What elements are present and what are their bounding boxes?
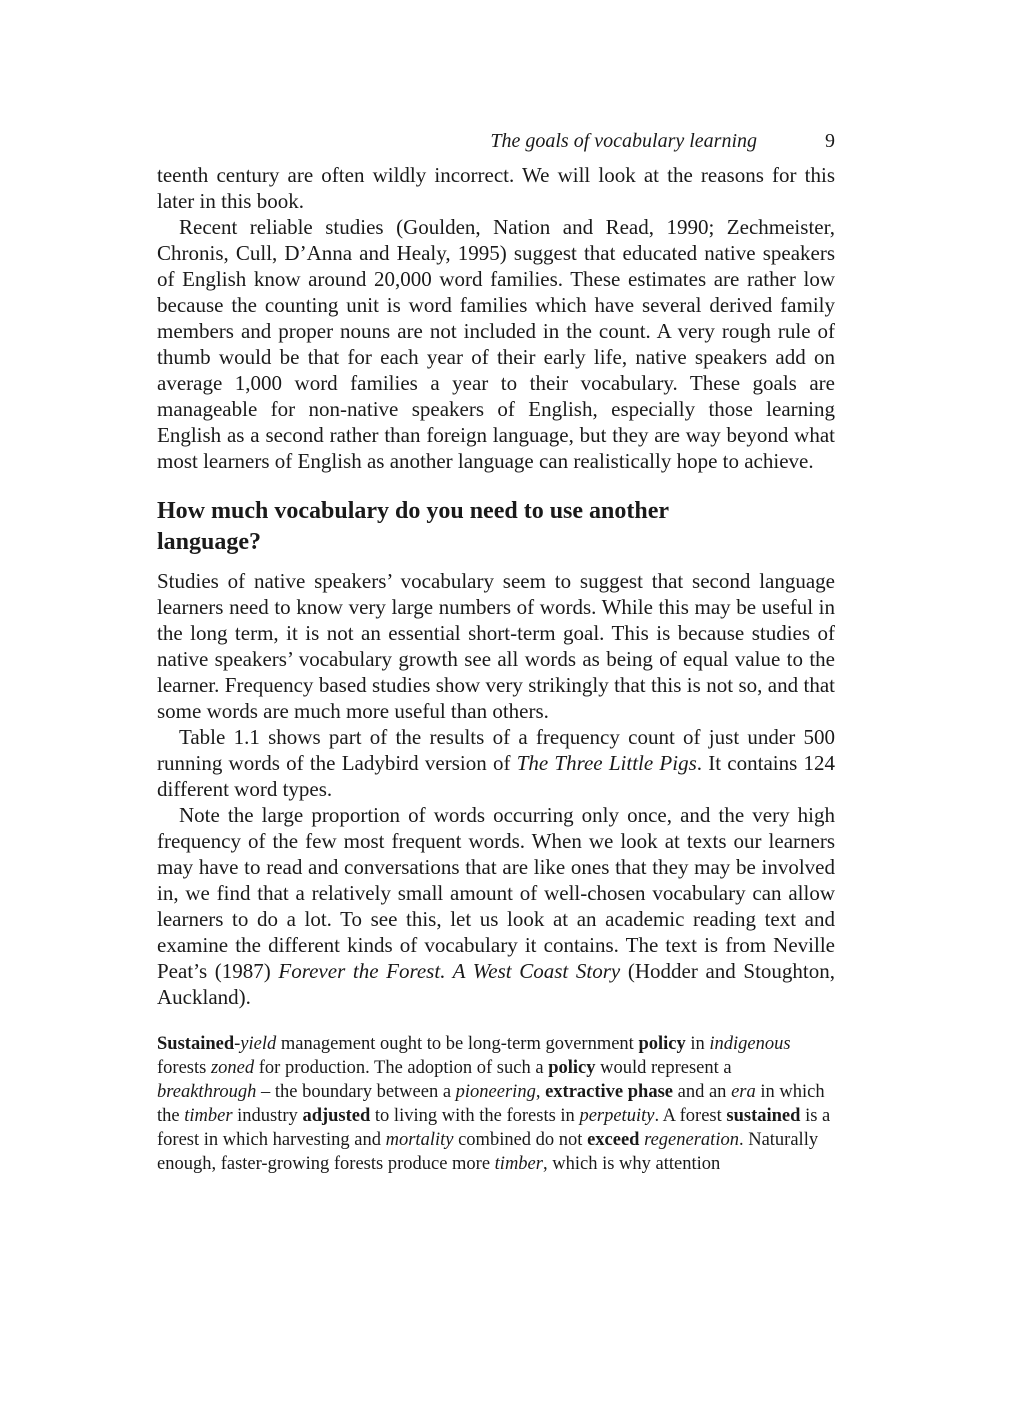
quote-italic-term: era bbox=[731, 1082, 756, 1102]
quote-text: is a forest in which harvesting and bbox=[157, 1106, 831, 1150]
quote-bold-term: exceed bbox=[587, 1130, 640, 1150]
quote-text: , bbox=[535, 1082, 546, 1102]
paragraph-2: Recent reliable studies (Goulden, Nation and Read, 1990; Zechmeister, Chronis, Cull, D’Anna and Healy, 1995) suggest that educated native speakers of English know around 20,000 word families. These estimates are rather low because the counting unit is word families which have several derived family members and proper nouns are not included in the count. A very rough rule of thumb would be that for each year of their early life, native speakers add on average 1,000 word families a year to their vocabulary. These goals are manageable for non-native speakers of English, especially those learning English as a second rather than foreign language, but they are way beyond what most learners of English as another language can realistically hope to achieve. bbox=[157, 215, 835, 473]
quote-bold-term: adjusted bbox=[302, 1106, 371, 1126]
quote-text: . A forest bbox=[654, 1106, 727, 1126]
quote-text: - bbox=[234, 1034, 241, 1054]
quote-text: in bbox=[685, 1034, 710, 1054]
paragraph-5-text-b: (Hodder and Stoughton, Auckland). bbox=[157, 959, 835, 1009]
quote-italic-term: timber bbox=[184, 1106, 233, 1126]
quote-text: in which the bbox=[157, 1082, 825, 1126]
section-heading: How much vocabulary do you need to use another language? bbox=[157, 498, 669, 555]
quote-text: forests bbox=[157, 1058, 211, 1078]
quote-bold-term: Sustained bbox=[157, 1034, 235, 1054]
quote-italic-term: timber bbox=[494, 1154, 543, 1174]
quote-text: – the boundary between a bbox=[256, 1082, 456, 1102]
book-title-forever-the-forest: Forever the Forest. A West Coast Story bbox=[278, 959, 621, 983]
paragraph-3: Studies of native speakers’ vocabulary seem to suggest that second language learners need to know very large numbers of words. While this may be useful in the long term, it is not an essential short-term goal. This is because studies of native speakers’ vocabulary growth see all words as being of equal value to the learner. Frequency based studies show very strikingly that this is not so, and that some words are much more useful than others. bbox=[157, 569, 835, 723]
page-number: 9 bbox=[825, 130, 835, 152]
quote-italic-term: indigenous bbox=[709, 1034, 791, 1054]
quote-bold-term: policy bbox=[638, 1034, 686, 1054]
quote-text: to living with the forests in bbox=[370, 1106, 580, 1126]
quote-text: . Naturally enough, faster-growing forests produce more bbox=[157, 1130, 819, 1174]
quote-text: for production. The adoption of such a bbox=[254, 1058, 549, 1078]
paragraph-4-text-b: . It contains 124 different word types. bbox=[157, 751, 836, 801]
quoted-passage bbox=[157, 1032, 835, 1176]
running-title: The goals of vocabulary learning bbox=[490, 130, 757, 152]
paragraph-4 bbox=[157, 724, 835, 802]
quote-italic-term: yield bbox=[240, 1034, 277, 1054]
quote-text: industry bbox=[232, 1106, 303, 1126]
quote-italic-term: mortality bbox=[385, 1130, 454, 1150]
quote-italic-term: perpetuity bbox=[579, 1106, 655, 1126]
quote-italic-term: regeneration bbox=[644, 1130, 739, 1150]
quote-bold-term: policy bbox=[548, 1058, 596, 1078]
quote-bold-term: sustained bbox=[726, 1106, 801, 1126]
quote-italic-term: zoned bbox=[210, 1058, 255, 1078]
paragraph-5 bbox=[157, 802, 835, 1010]
book-title-three-little-pigs: The Three Little Pigs bbox=[516, 751, 697, 775]
quote-text: management ought to be long-term government bbox=[276, 1034, 639, 1054]
quote-italic-term: pioneering bbox=[455, 1082, 536, 1102]
running-header bbox=[157, 128, 835, 162]
quote-text: and an bbox=[673, 1082, 732, 1102]
quote-italic-term: breakthrough bbox=[157, 1082, 257, 1102]
paragraph-5-text-a: Note the large proportion of words occurring only once, and the very high frequency of the few most frequent words. When we look at texts our learners may have to read and conversations that are like ones that they may be involved in, we find that a relatively small amount of well-chosen vocabulary can allow learners to do a lot. To see this, let us look at an academic reading text and examine the different kinds of vocabulary it contains. The text is from Neville Peat’s (1987) bbox=[157, 803, 835, 983]
quote-text: would represent a bbox=[595, 1058, 732, 1078]
book-page bbox=[157, 128, 835, 1176]
quote-text: combined do not bbox=[453, 1130, 588, 1150]
paragraph-4-text-a: Table 1.1 shows part of the results of a frequency count of just under 500 running words of the Ladybird version of bbox=[157, 725, 835, 775]
quote-bold-term: extractive phase bbox=[545, 1082, 673, 1102]
quote-text: , which is why attention bbox=[542, 1154, 721, 1174]
paragraph-1: teenth century are often wildly incorrect. We will look at the reasons for this later in this book. bbox=[157, 163, 835, 213]
